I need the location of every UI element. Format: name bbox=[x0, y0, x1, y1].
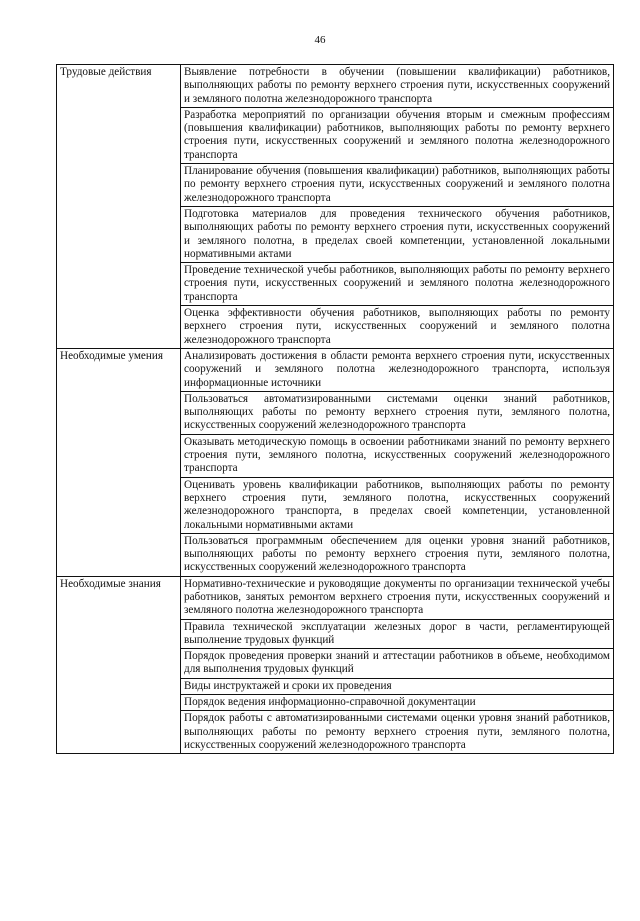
table-row bbox=[57, 576, 614, 619]
section-item: Пользоваться автоматизированными системами оценки знаний работников, выполняющих работы по ремонту верхнего строения пути, земляного полотна, искусственных сооружений железнодорожного транспорта bbox=[181, 391, 614, 434]
section-item: Оценивать уровень квалификации работников, выполняющих работы по ремонту верхнего строения пути, земляного полотна, искусственных сооружений железнодорожного транспорта, в пределах своей компетенции, установленной локальными нормативными актами bbox=[181, 477, 614, 533]
table-row bbox=[57, 348, 614, 391]
section-item: Оценка эффективности обучения работников, выполняющих работы по ремонту верхнего строения пути, искусственных сооружений и земляного полотна железнодорожного транспорта bbox=[181, 306, 614, 349]
section-item: Порядок работы с автоматизированными системами оценки уровня знаний работников, выполняющих работы по ремонту верхнего строения пути, земляного полотна, искусственных сооружений железнодорожного транспорта bbox=[181, 711, 614, 754]
page-number: 46 bbox=[314, 34, 326, 46]
section-item: Виды инструктажей и сроки их проведения bbox=[181, 678, 614, 694]
section-item: Порядок ведения информационно-справочной документации bbox=[181, 695, 614, 711]
table-row bbox=[57, 65, 614, 108]
qualification-table bbox=[56, 64, 614, 754]
qualification-table-body bbox=[57, 65, 614, 754]
section-item: Нормативно-технические и руководящие документы по организации технической учебы работников, занятых ремонтом верхнего строения пути, искусственных сооружений и земляного полотна железнодорожного транспорта bbox=[181, 576, 614, 619]
section-item: Анализировать достижения в области ремонта верхнего строения пути, искусственных сооружений и земляного полотна железнодорожного транспорта, используя информационные источники bbox=[181, 348, 614, 391]
section-label: Необходимые умения bbox=[57, 348, 181, 576]
section-item: Разработка мероприятий по организации обучения вторым и смежным профессиям (повышения квалификации) работников, выполняющих работы по ремонту верхнего строения пути, искусственных сооружений и земляного полотна железнодорожного транспорта bbox=[181, 107, 614, 163]
section-item: Правила технической эксплуатации железных дорог в части, регламентирующей выполнение трудовых функций bbox=[181, 619, 614, 649]
section-item: Порядок проведения проверки знаний и аттестации работников в объеме, необходимом для выполнения трудовых функций bbox=[181, 649, 614, 679]
section-item: Выявление потребности в обучении (повышении квалификации) работников, выполняющих работы по ремонту верхнего строения пути, искусственных сооружений и земляного полотна железнодорожного транспорта bbox=[181, 65, 614, 108]
section-label: Трудовые действия bbox=[57, 65, 181, 349]
section-item: Пользоваться программным обеспечением для оценки уровня знаний работников, выполняющих работы по ремонту верхнего строения пути, земляного полотна, искусственных сооружений железнодорожного транспорта bbox=[181, 533, 614, 576]
section-item: Проведение технической учебы работников, выполняющих работы по ремонту верхнего строения пути, искусственных сооружений и земляного полотна железнодорожного транспорта bbox=[181, 263, 614, 306]
section-label: Необходимые знания bbox=[57, 576, 181, 754]
section-item: Оказывать методическую помощь в освоении работниками знаний по ремонту верхнего строения пути, земляного полотна, искусственных сооружений железнодорожного транспорта bbox=[181, 434, 614, 477]
section-item: Планирование обучения (повышения квалификации) работников, выполняющих работы по ремонту верхнего строения пути, искусственных сооружений и земляного полотна железнодорожного транспорта bbox=[181, 164, 614, 207]
section-item: Подготовка материалов для проведения технического обучения работников, выполняющих работы по ремонту верхнего строения пути, искусственных сооружений и земляного полотна, в пределах своей компетенции, установленной локальными нормативными актами bbox=[181, 206, 614, 262]
